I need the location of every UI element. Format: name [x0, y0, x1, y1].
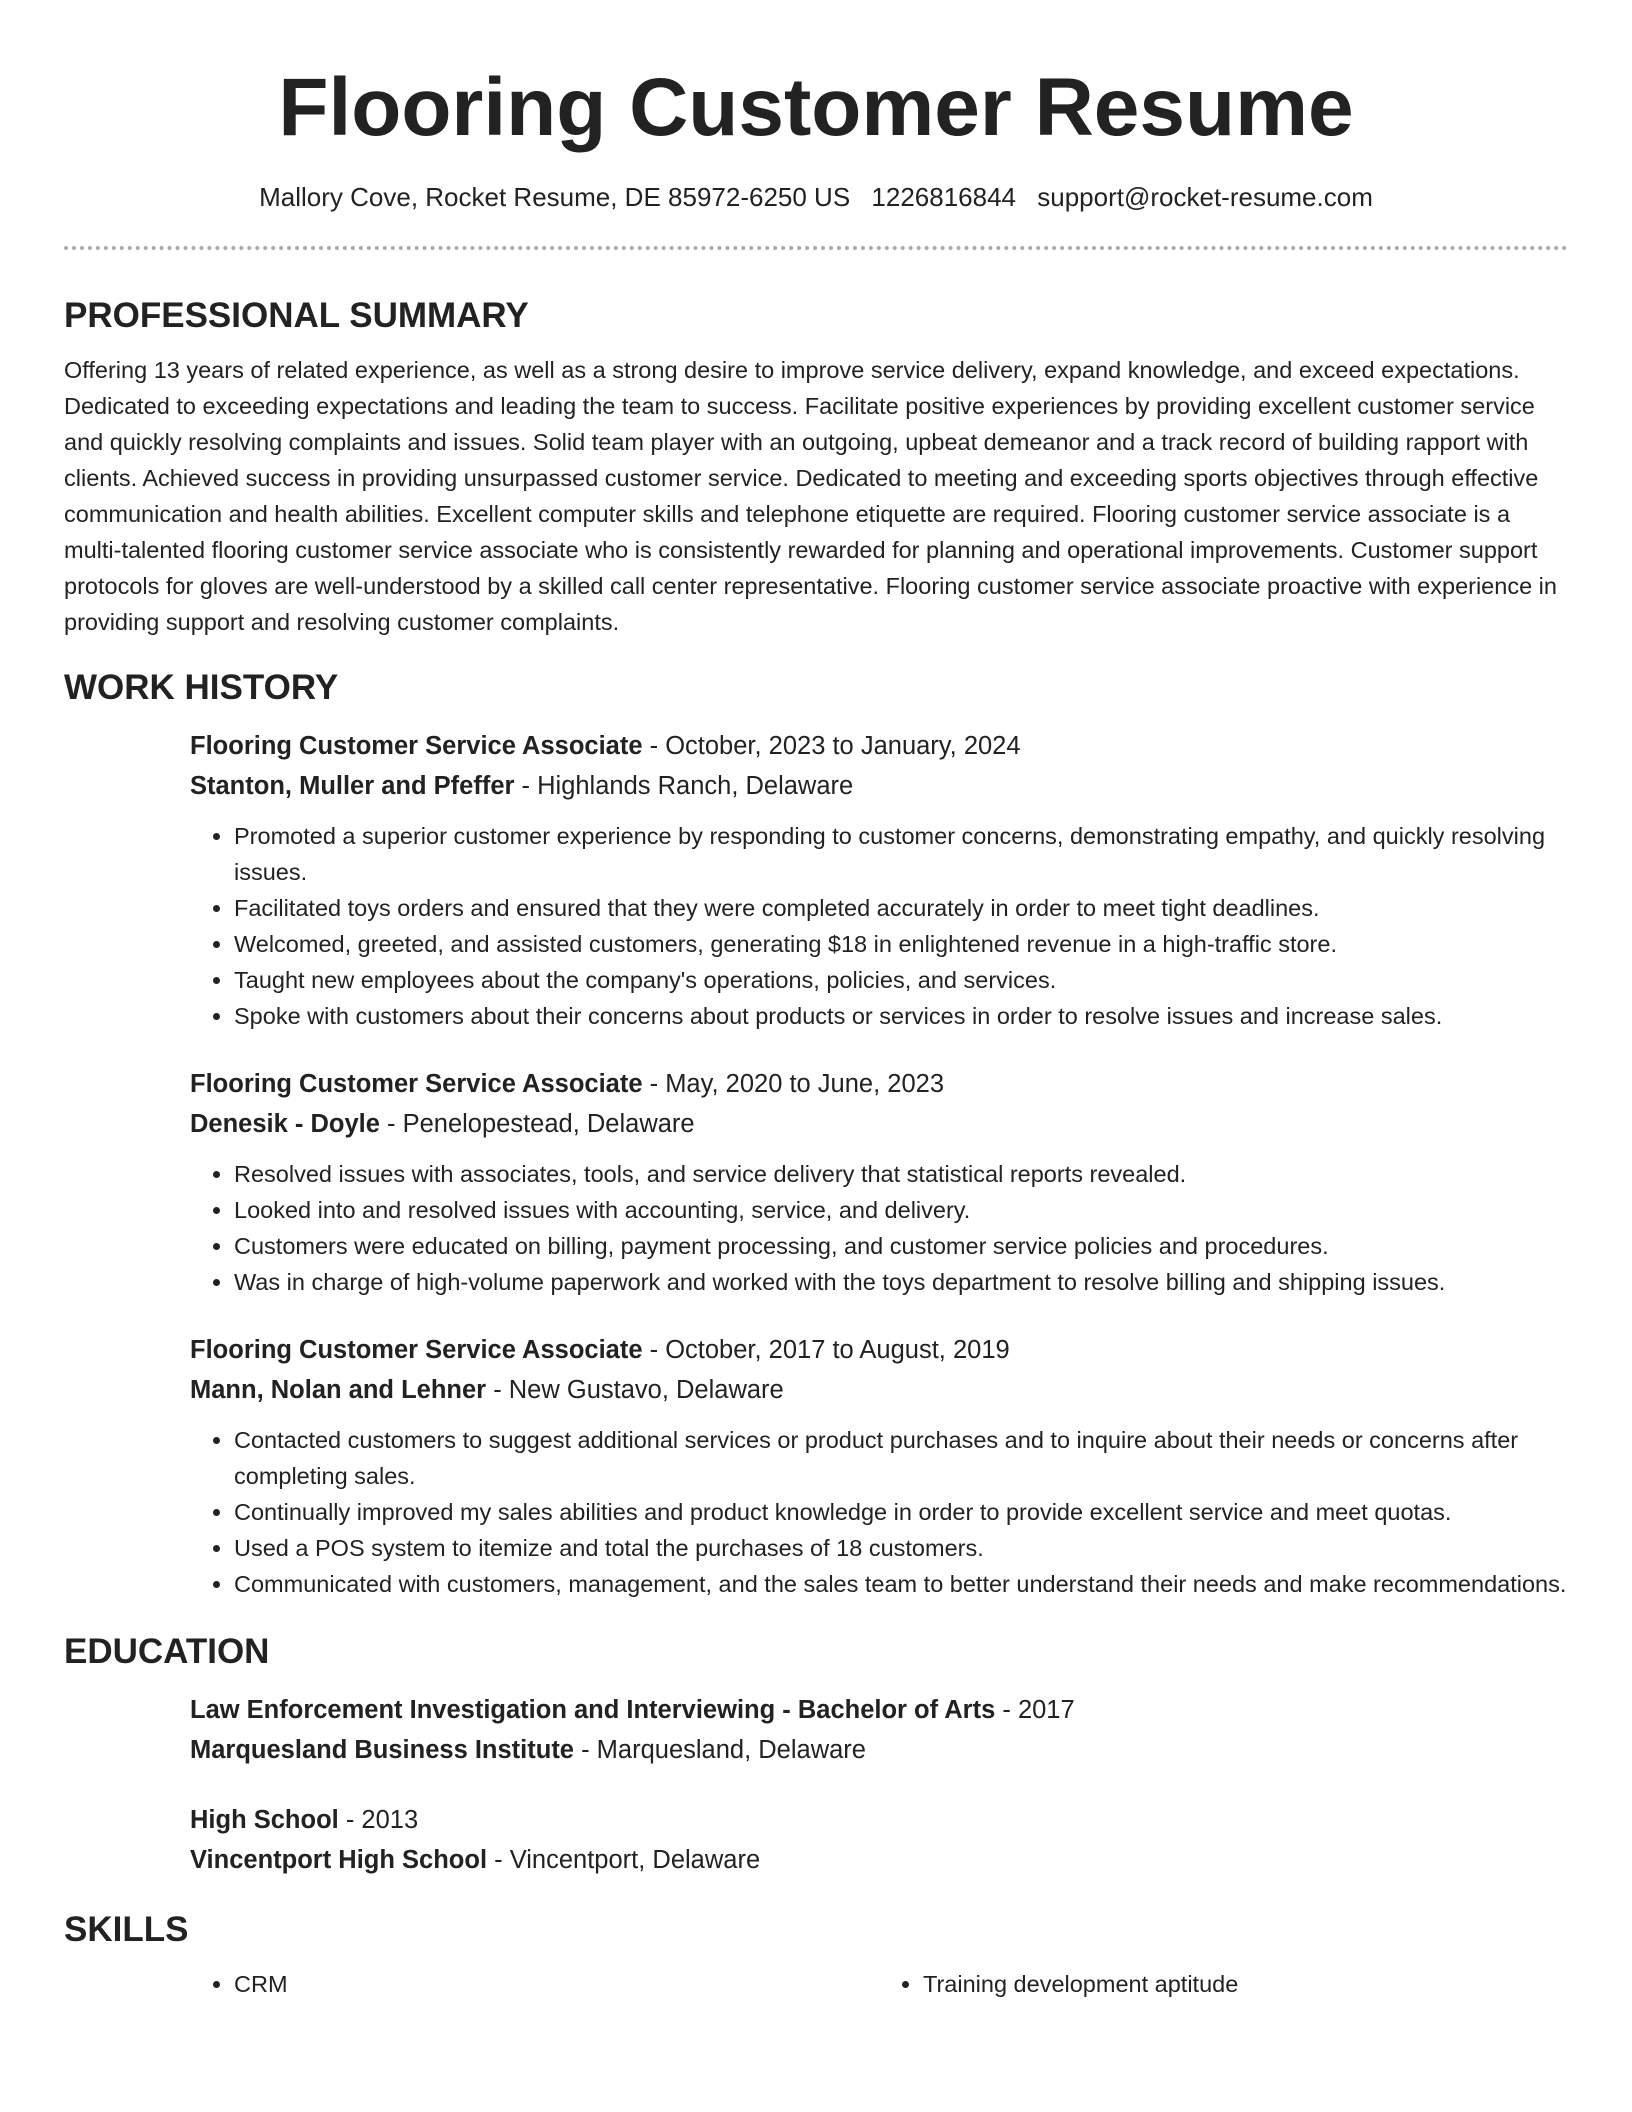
job-bullets: [190, 1422, 1568, 1602]
education-entry: [190, 1800, 1568, 1880]
school-line: [190, 1730, 1568, 1770]
job-title: Flooring Customer Service Associate: [190, 1070, 643, 1098]
contact-phone: 1226816844: [871, 182, 1017, 212]
summary-heading: PROFESSIONAL SUMMARY: [64, 296, 529, 335]
job-title-line: [190, 1064, 1568, 1104]
list-item: • Customers were educated on billing, payment processing, and customer service policies and procedures.: [234, 1228, 1568, 1264]
education-entry: [190, 1690, 1568, 1770]
resume-title: Flooring Customer Resume: [278, 62, 1354, 153]
job-entry: [190, 1330, 1568, 1602]
work-history-heading: WORK HISTORY: [64, 668, 339, 707]
job-title-line: [190, 726, 1568, 766]
school-line: [190, 1840, 1568, 1880]
contact-email: support@rocket-resume.com: [1037, 182, 1373, 212]
list-item: • Promoted a superior customer experience by responding to customer concerns, demonstrating empathy, and quickly resolving issues.: [234, 818, 1568, 890]
job-dates: - October, 2017 to August, 2019: [642, 1336, 1010, 1364]
list-item: • Was in charge of high-volume paperwork and worked with the toys department to resolve billing and shipping issues.: [234, 1264, 1568, 1300]
job-location: - Penelopestead, Delaware: [379, 1110, 695, 1138]
header-divider: [64, 246, 1568, 250]
job-dates: - October, 2023 to January, 2024: [642, 732, 1021, 760]
job-entry: [190, 1064, 1568, 1300]
contact-address: Mallory Cove, Rocket Resume, DE 85972-6250 US: [259, 182, 851, 212]
list-item: • Spoke with customers about their concerns about products or services in order to resolve issues and increase sales.: [234, 998, 1568, 1034]
skills-column-left: [190, 1966, 879, 2002]
job-location: - Highlands Ranch, Delaware: [514, 772, 854, 800]
resume-page: [64, 0, 1568, 2002]
school-name: Marquesland Business Institute: [190, 1736, 574, 1764]
list-item: • Communicated with customers, management, and the sales team to better understand their needs and make recommendations.: [234, 1566, 1568, 1602]
school-location: - Marquesland, Delaware: [574, 1736, 866, 1764]
list-item: • Taught new employees about the company's operations, policies, and services.: [234, 962, 1568, 998]
degree-line: [190, 1800, 1568, 1840]
job-title-line: [190, 1330, 1568, 1370]
job-dates: - May, 2020 to June, 2023: [642, 1070, 944, 1098]
skills-heading: SKILLS: [64, 1910, 189, 1949]
degree-year: - 2017: [995, 1696, 1075, 1724]
school-name: Vincentport High School: [190, 1846, 488, 1874]
degree-name: High School: [190, 1806, 339, 1834]
school-location: - Vincentport, Delaware: [487, 1846, 761, 1874]
list-item: • Welcomed, greeted, and assisted customers, generating $18 in enlightened revenue in a high-traffic store.: [234, 926, 1568, 962]
job-company-line: [190, 1370, 1568, 1410]
job-bullets: [190, 818, 1568, 1034]
list-item: • Contacted customers to suggest additional services or product purchases and to inquire about their needs or concerns after completing sales.: [234, 1422, 1568, 1494]
list-item: • Looked into and resolved issues with accounting, service, and delivery.: [234, 1192, 1568, 1228]
skills-column-right: [879, 1966, 1568, 2002]
degree-line: [190, 1690, 1568, 1730]
skill-item: • CRM: [234, 1966, 879, 2002]
job-company-line: [190, 1104, 1568, 1144]
job-entry: [190, 726, 1568, 1034]
job-location: - New Gustavo, Delaware: [486, 1376, 784, 1404]
job-title: Flooring Customer Service Associate: [190, 732, 643, 760]
skills-list: [190, 1966, 1568, 2002]
degree-name: Law Enforcement Investigation and Interviewing - Bachelor of Arts: [190, 1696, 996, 1724]
job-company: Stanton, Muller and Pfeffer: [190, 772, 515, 800]
contact-line: [64, 180, 1568, 214]
list-item: • Used a POS system to itemize and total the purchases of 18 customers.: [234, 1530, 1568, 1566]
job-bullets: [190, 1156, 1568, 1300]
job-title: Flooring Customer Service Associate: [190, 1336, 643, 1364]
job-company: Mann, Nolan and Lehner: [190, 1376, 487, 1404]
education-heading: EDUCATION: [64, 1632, 270, 1671]
job-company-line: [190, 766, 1568, 806]
list-item: • Resolved issues with associates, tools, and service delivery that statistical reports revealed.: [234, 1156, 1568, 1192]
skill-item: • Training development aptitude: [923, 1966, 1568, 2002]
summary-text: Offering 13 years of related experience, as well as a strong desire to improve service delivery, expand knowledge, and exceed expectations. Dedicated to exceeding expectations and leading the team to success. Facilitate positive experiences by providing excellent customer service and quickly resolving complaints and issues. Solid team player with an outgoing, upbeat demeanor and a track record of building rapport with clients. Achieved success in providing unsurpassed customer service. Dedicated to meeting and exceeding sports objectives through effective communication and health abilities. Excellent computer skills and telephone etiquette are required. Flooring customer service associate is a multi-talented flooring customer service associate who is consistently rewarded for planning and operational improvements. Customer support protocols for gloves are well-understood by a skilled call center representative. Flooring customer service associate proactive with experience in providing support and resolving customer complaints.: [64, 357, 1557, 635]
job-company: Denesik - Doyle: [190, 1110, 380, 1138]
list-item: • Continually improved my sales abilities and product knowledge in order to provide excellent service and meet quotas.: [234, 1494, 1568, 1530]
degree-year: - 2013: [338, 1806, 419, 1834]
list-item: • Facilitated toys orders and ensured that they were completed accurately in order to meet tight deadlines.: [234, 890, 1568, 926]
